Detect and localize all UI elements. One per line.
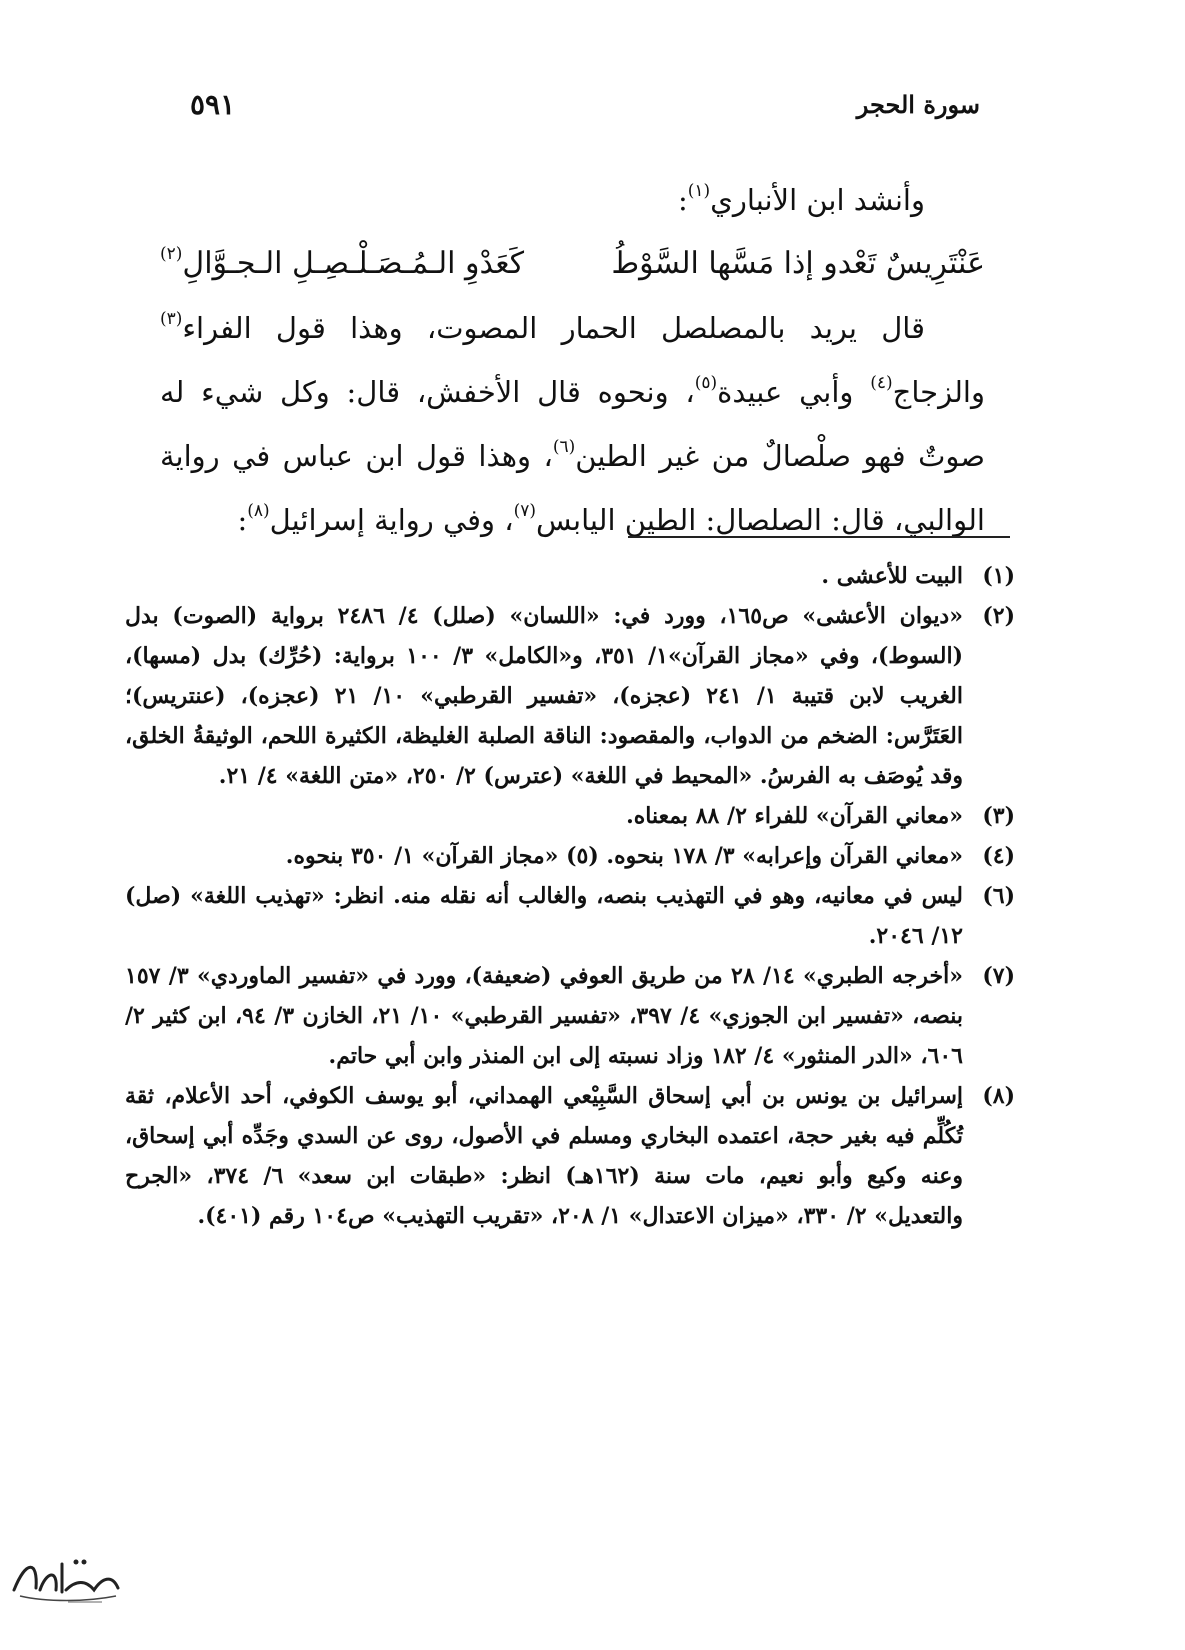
footnote-ref: (١) xyxy=(687,181,711,201)
footnote-number: (١) xyxy=(982,563,1015,589)
footnote-text: «أخرجه الطبري» ١٤/ ٢٨ من طريق العوفي (ضعيفة)، وورد في «تفسير الماوردي» ٣/ ١٥٧ بنصه، «تفسير ابن الجوزي» ٤/ ٣٩٧، «تفسير القرطبي» ١٠/ ٢١، الخازن ٣/ ٩٤، ابن كثير ٢/ ٦٠٦، «الدر المنثور» ٤/ ١٨٢ وزاد نسبته إلى ابن المنذر وابن أبي حاتم. xyxy=(125,963,963,1069)
footnote-text: «معاني القرآن» للفراء ٢/ ٨٨ بمعناه. xyxy=(626,803,963,829)
footnote-number: (٦) xyxy=(982,883,1015,909)
page-header xyxy=(190,90,980,130)
footnotes xyxy=(125,556,1015,1236)
footnote-text: إسرائيل بن يونس بن أبي إسحاق السَّبِيْعي الهمداني، أبو يوسف الكوفي، أحد الأعلام، ثقة تُكُلِّم فيه بغير حجة، اعتمده البخاري ومسلم في الأصول، روى عن السدي وجَدِّه أبي إسحاق، وعنه وكيع وأبو نعيم، مات سنة (١٦٢هـ) انظر: «طبقات ابن سعد» ٦/ ٣٧٤، «الجرح والتعديل» ٢/ ٣٣٠، «ميزان الاعتدال» ١/ ٢٠٨، «تقريب التهذيب» ص١٠٤ رقم (٤٠١). xyxy=(125,1083,963,1229)
footnote-item xyxy=(125,556,1015,596)
footnote-item xyxy=(125,796,1015,836)
verse-intro: وأنشد ابن الأنباري$^{(١)}$: xyxy=(677,181,925,217)
running-title: سورة الحجر xyxy=(856,90,980,119)
footnote-text: «معاني القرآن وإعرابه» ٣/ ١٧٨ بنحوه. (٥) «مجاز القرآن» ١/ ٣٥٠ بنحوه. xyxy=(285,843,963,869)
poetry-verse xyxy=(160,232,985,296)
footnote-ref: (٣) xyxy=(160,309,183,329)
footnote-number: (٤) xyxy=(982,843,1015,869)
footnote-ref: (٥) xyxy=(694,373,718,393)
footnote-item xyxy=(125,836,1015,876)
footnote-text: ليس في معانيه، وهو في التهذيب بنصه، والغالب أنه نقله منه. انظر: «تهذيب اللغة» (صل) ١٢/ ٢٠٤٦. xyxy=(125,883,963,949)
footnote-item xyxy=(125,596,1015,796)
footnote-text: «ديوان الأعشى» ص١٦٥، وورد في: «اللسان» (صلل) ٤/ ٢٤٨٦ برواية (الصوت) بدل (السوط)، وفي «مجاز القرآن»١/ ٣٥١، و«الكامل» ٣/ ١٠٠ برواية: (حُرِّك) بدل (مسها)، الغريب لابن قتيبة ١/ ٢٤١ (عجزه)، «تفسير القرطبي» ١٠/ ٢١ (عجزه)، (عنتريس)؛ العَتَرَّس: الضخم من الدواب، والمقصود: الناقة الصلبة الغليظة، الكثيرة اللحم، الوثيقةُ الخلق، وقد يُوصَف به الفرسُ. «المحيط في اللغة» (عترس) ٢/ ٢٥٠، «متن اللغة» ٤/ ٢١. xyxy=(125,603,963,789)
footnote-text: البيت للأعشى . xyxy=(821,563,963,589)
footnote-ref: (٧) xyxy=(513,501,537,521)
footnote-item xyxy=(125,956,1015,1076)
footnote-ref: (٢) xyxy=(160,244,183,264)
calligraphy-stamp-logo xyxy=(6,1550,128,1610)
main-text xyxy=(160,168,985,552)
page-number: ٥٩١ xyxy=(190,88,236,121)
footnote-separator xyxy=(628,536,1010,538)
footnote-number: (٧) xyxy=(982,963,1015,989)
footnote-ref: (٦) xyxy=(552,437,576,457)
footnote-number: (٣) xyxy=(982,803,1015,829)
commentary-paragraph: قال يريد بالمصلصل الحمار المصوت، وهذا قول الفراء$^{(٣)}$ والزجاج$^{(٤)}$ وأبي عبيدة$^{(٥)}$، ونحوه قال الأخفش، قال: وكل شيء له صوتٌ فهو صلْصالٌ من غير الطين$^{(٦)}$، وهذا قول ابن عباس في رواية الوالبي، قال: الصلصال: الطين اليابس$^{(٧)}$، وفي رواية إسرائيل$^{(٨)}$: xyxy=(160,309,986,537)
verse-second-hemistich: كَعَدْوِ الـمُـصَـلْـصِـلِ الـجـوَّالِ$^{(٢)}$ xyxy=(160,244,524,281)
footnote-number: (٢) xyxy=(982,603,1015,629)
footnote-item xyxy=(125,1076,1015,1236)
footnote-ref: (٤) xyxy=(870,373,893,393)
footnote-number: (٨) xyxy=(982,1083,1015,1109)
verse-first-hemistich: عَنْتَرِيسٌ تَعْدو إذا مَسَّها السَّوْطُ xyxy=(611,246,985,281)
footnote-ref: (٨) xyxy=(247,501,270,521)
footnote-item xyxy=(125,876,1015,956)
